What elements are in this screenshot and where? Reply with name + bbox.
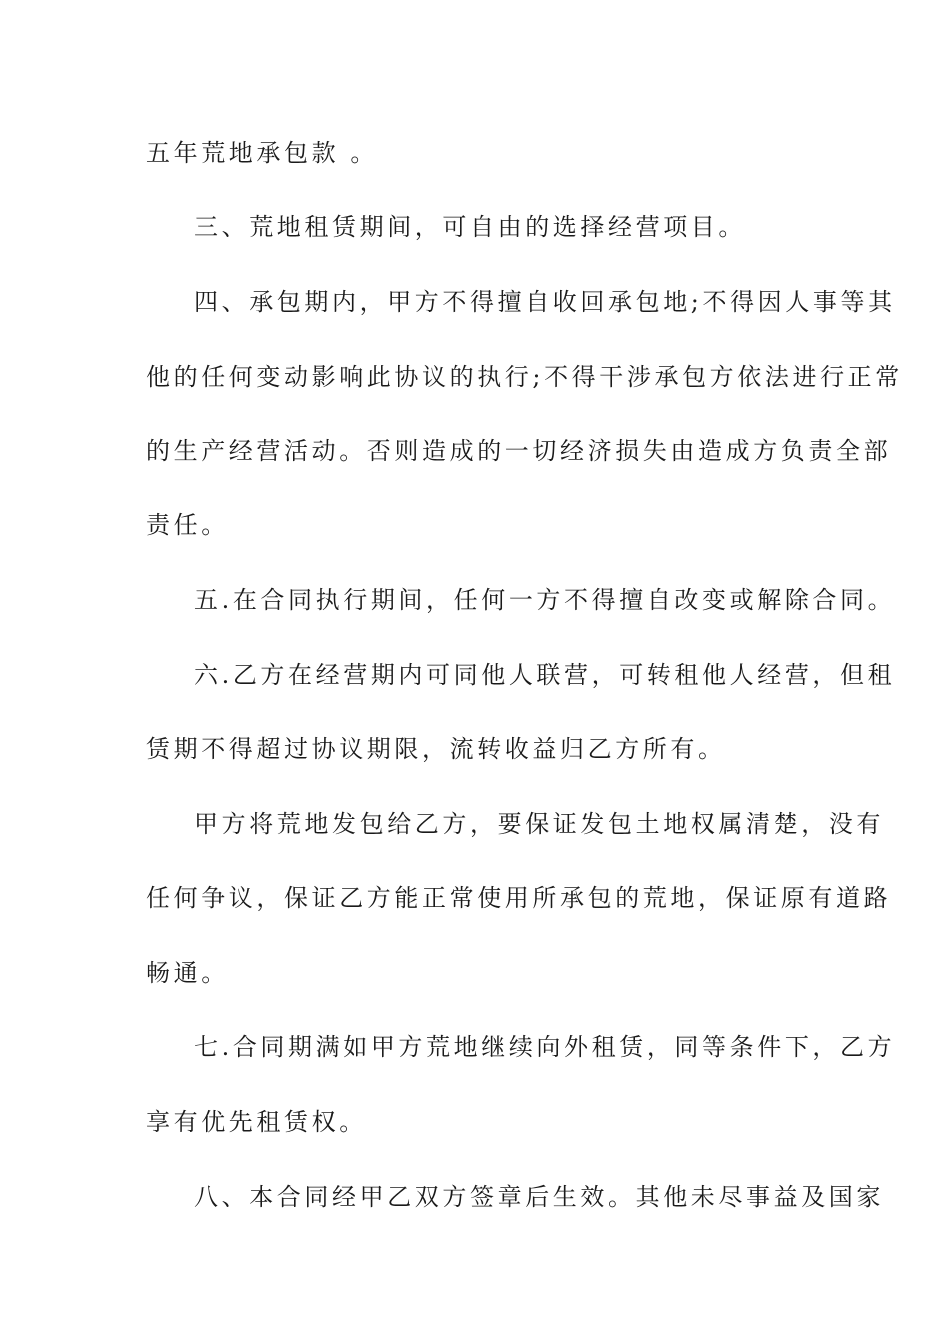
paragraph-line: 赁期不得超过协议期限，流转收益归乙方所有。 — [146, 735, 726, 763]
paragraph-line: 畅通。 — [146, 959, 229, 987]
paragraph-line: 任何争议，保证乙方能正常使用所承包的荒地，保证原有道路 — [146, 884, 892, 912]
clause-four: 四、承包期内，甲方不得擅自收回承包地;不得因人事等其 — [194, 288, 896, 316]
paragraph-line: 责任。 — [146, 511, 229, 539]
paragraph-line: 他的任何变动影响此协议的执行;不得干涉承包方依法进行正常 — [146, 363, 903, 391]
clause-eight: 八、本合同经甲乙双方签章后生效。其他未尽事益及国家 — [194, 1183, 884, 1211]
paragraph-line: 享有优先租赁权。 — [146, 1108, 367, 1136]
paragraph-line: 的生产经营活动。否则造成的一切经济损失由造成方负责全部 — [146, 437, 892, 465]
clause-six: 六.乙方在经营期内可同他人联营，可转租他人经营，但租 — [194, 661, 896, 689]
paragraph-line: 五年荒地承包款 。 — [146, 139, 379, 167]
party-a-paragraph: 甲方将荒地发包给乙方，要保证发包土地权属清楚，没有 — [194, 810, 884, 838]
clause-three: 三、荒地租赁期间，可自由的选择经营项目。 — [194, 213, 746, 241]
clause-seven: 七.合同期满如甲方荒地继续向外租赁，同等条件下，乙方 — [194, 1033, 896, 1061]
clause-five: 五.在合同执行期间，任何一方不得擅自改变或解除合同。 — [194, 586, 896, 614]
